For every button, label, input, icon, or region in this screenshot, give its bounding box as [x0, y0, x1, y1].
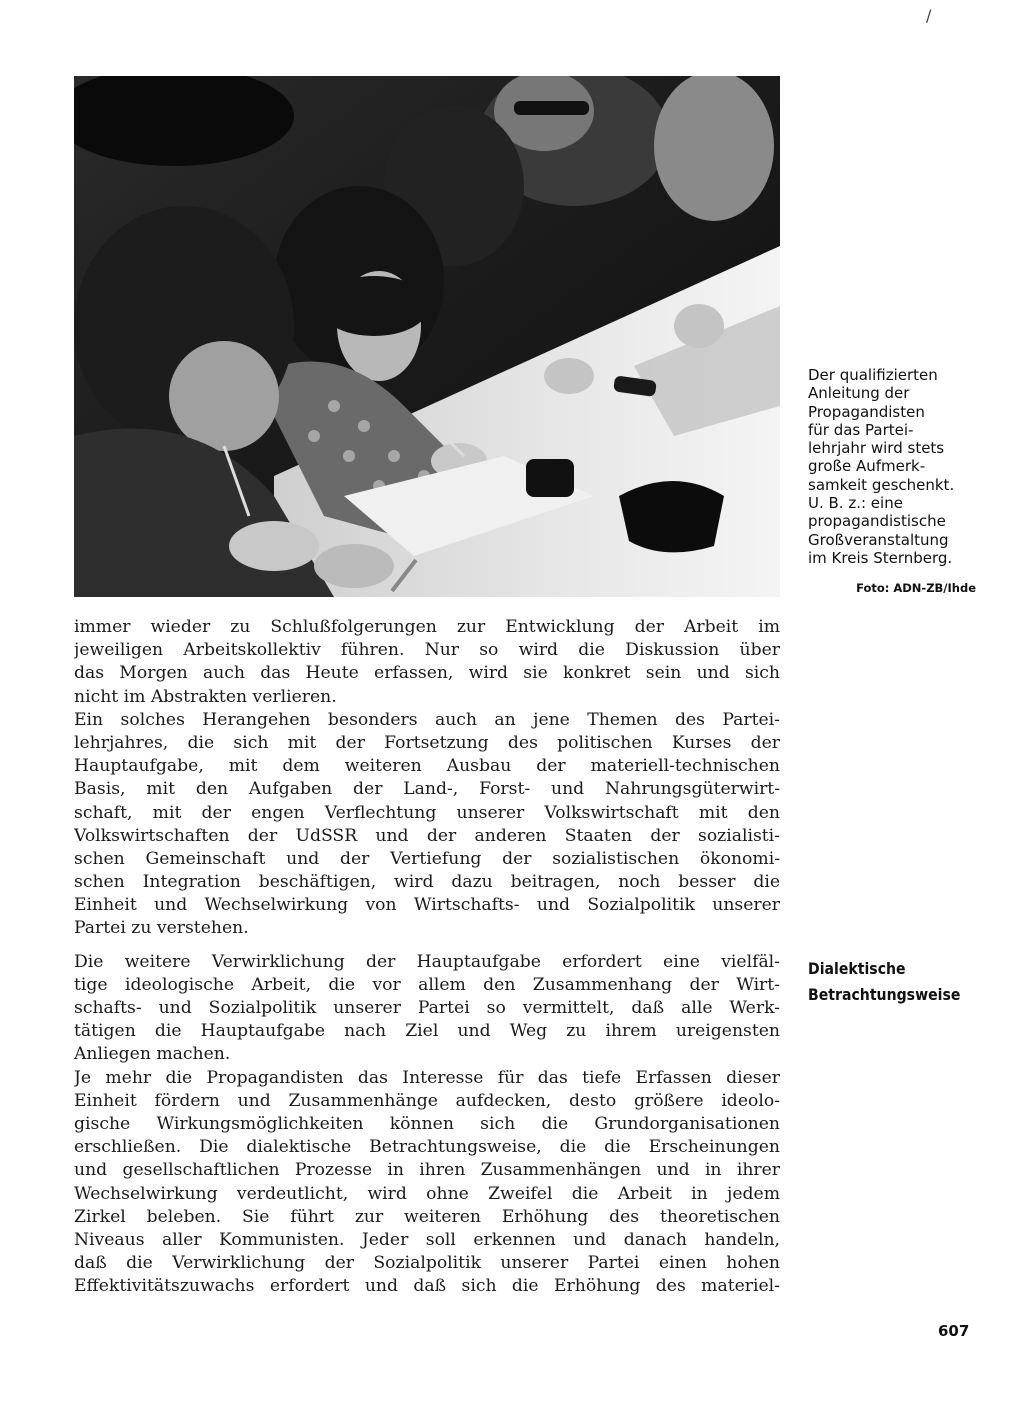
caption-line: propagandistische [808, 512, 946, 531]
text-line: Je mehr die Propagandisten das Interesse für das tiefe Erfassen dieser [74, 1067, 780, 1088]
text-line: das Morgen auch das Heute erfassen, wird sie konkret sein und sich [74, 663, 780, 684]
text-line: Die weitere Verwirklichung der Hauptaufgabe erfordert eine vielfäl- [74, 951, 780, 972]
text-line: nicht im Abstrakten verlieren. [74, 686, 337, 707]
text-line: Hauptaufgabe, mit dem weiteren Ausbau der materiell-technischen [74, 756, 780, 777]
side-heading-line: Betrachtungsweise [808, 985, 961, 1004]
caption-line: Der qualifizierten [808, 366, 938, 384]
caption-line: lehrjahr wird stets [808, 439, 945, 458]
body-text [74, 616, 780, 1298]
side-heading-line: Dialektische [808, 959, 906, 978]
caption-line: Großveranstaltung [808, 530, 949, 549]
text-line: Wechselwirkung verdeutlicht, wird ohne Zweifel die Arbeit in jedem [74, 1183, 780, 1204]
text-line: und gesellschaftlichen Prozesse in ihren Zusammenhängen und in ihrer [74, 1160, 780, 1181]
text-line: Volkswirtschaften der UdSSR und der anderen Staaten der sozialisti- [74, 825, 780, 846]
text-line: daß die Verwirklichung der Sozialpolitik unserer Partei einen hohen [74, 1253, 780, 1274]
text-line: schaft, mit der engen Verflechtung unserer Volkswirtschaft mit den [74, 802, 780, 823]
photo-illustration [74, 76, 780, 597]
text-line: immer wieder zu Schlußfolgerungen zur Entwicklung der Arbeit im [74, 617, 780, 637]
caption-line: für das Partei- [808, 420, 914, 439]
paragraph-4 [74, 1067, 780, 1299]
text-line: schafts- und Sozialpolitik unserer Partei so vermittelt, daß alle Werk- [74, 998, 780, 1018]
side-heading [808, 956, 966, 1008]
photo-image [74, 76, 780, 597]
caption-line: Propagandisten [808, 402, 925, 421]
text-line: gische Wirkungsmöglichkeiten können sich die Grundorganisationen [74, 1113, 780, 1134]
text-line: Basis, mit den Aufgaben der Land-, Forst- und Nahrungsgüterwirt- [74, 779, 780, 800]
stray-mark: / [926, 6, 932, 25]
photo-caption [808, 366, 978, 567]
text-line: jeweiligen Arbeitskollektiv führen. Nur so wird die Diskussion über [74, 640, 780, 661]
text-line: tätigen die Hauptaufgabe nach Ziel und Weg zu ihrem ureigensten [74, 1021, 780, 1042]
text-line: tige ideologische Arbeit, die vor allem den Zusammenhang der Wirt- [74, 974, 780, 995]
paragraph-1 [74, 616, 780, 709]
text-line: Einheit fördern und Zusammenhänge aufdecken, desto größere ideolo- [74, 1090, 780, 1111]
text-line: Einheit und Wechselwirkung von Wirtschafts- und Sozialpolitik unserer [74, 895, 780, 916]
text-line: Effektivitätszuwachs erfordert und daß sich die Erhöhung des materiel- [74, 1276, 780, 1297]
caption-line: U. B. z.: eine [808, 494, 903, 513]
text-line: lehrjahres, die sich mit der Fortsetzung des politischen Kurses der [74, 732, 780, 753]
text-line: schen Gemeinschaft und der Vertiefung der sozialistischen ökonomi- [74, 848, 780, 869]
page-number: 607 [938, 1322, 970, 1340]
caption-line: samkeit geschenkt. [808, 475, 955, 494]
paragraph-2 [74, 709, 780, 941]
text-line: erschließen. Die dialektische Betrachtungsweise, die die Erscheinungen [74, 1137, 780, 1158]
text-line: Niveaus aller Kommunisten. Jeder soll erkennen und danach handeln, [74, 1229, 780, 1250]
text-line: Zirkel beleben. Sie führt zur weiteren Erhöhung des theoretischen [74, 1206, 780, 1227]
caption-line: Anleitung der [808, 384, 910, 403]
text-line: Partei zu verstehen. [74, 918, 249, 939]
caption-line: große Aufmerk- [808, 457, 926, 476]
photo-credit: Foto: ADN-ZB/Ihde [856, 581, 976, 595]
text-line: Ein solches Herangehen besonders auch an jene Themen des Partei- [74, 709, 780, 730]
text-line: schen Integration beschäftigen, wird dazu beitragen, noch besser die [74, 872, 780, 893]
paragraph-3 [74, 951, 780, 1067]
text-line: Anliegen machen. [74, 1044, 231, 1065]
caption-line: im Kreis Sternberg. [808, 548, 953, 567]
